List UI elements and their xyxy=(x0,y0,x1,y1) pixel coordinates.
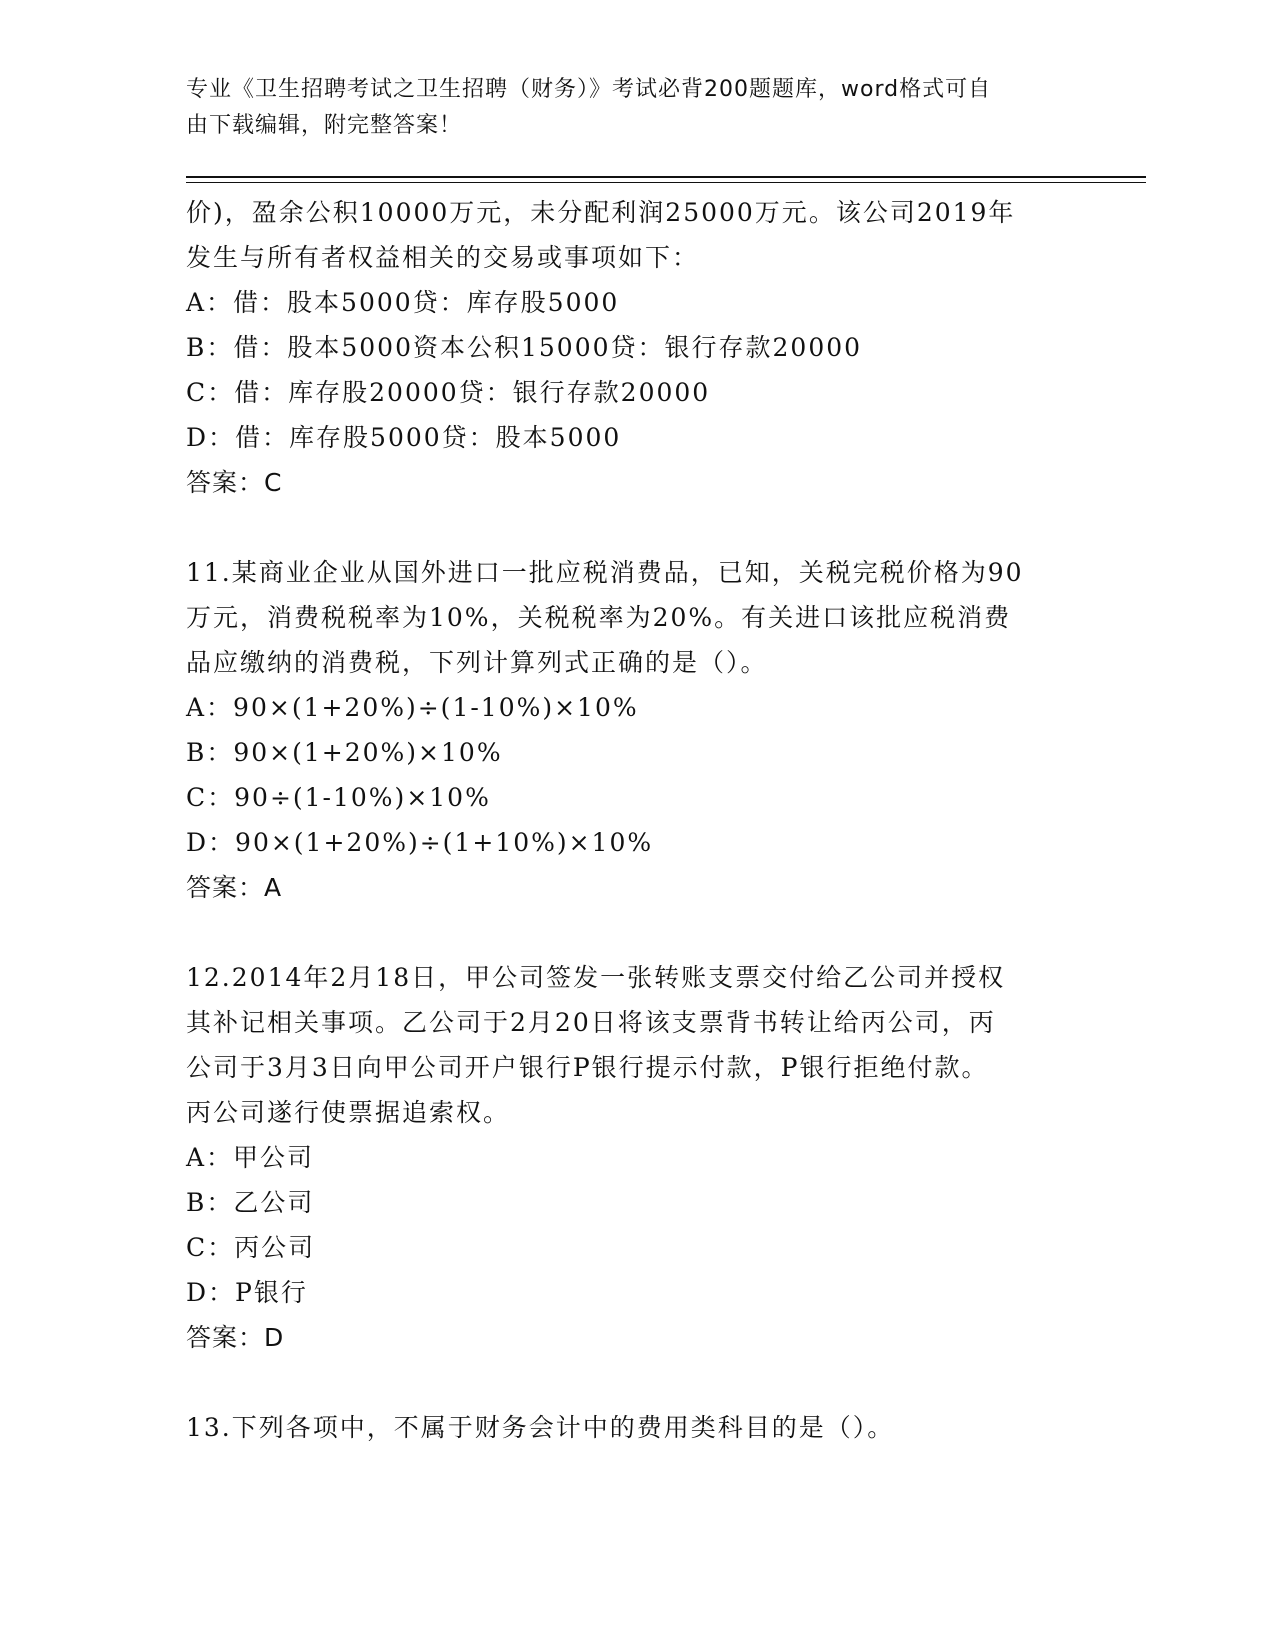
answer: 答案：C xyxy=(186,468,283,497)
question-stem-line: 丙公司遂行使票据追索权。 xyxy=(186,1098,511,1127)
spacer xyxy=(186,505,1086,550)
option-b: B：90×(1+20%)×10% xyxy=(186,738,503,767)
answer: 答案：D xyxy=(186,1323,285,1352)
question-stem-line: 公司于3月3日向甲公司开户银行P银行提示付款，P银行拒绝付款。 xyxy=(186,1053,989,1082)
spacer xyxy=(186,1360,1086,1405)
question-10 xyxy=(186,190,1086,505)
document-header xyxy=(186,72,1066,144)
spacer xyxy=(186,910,1086,955)
option-d: D：P银行 xyxy=(186,1278,308,1307)
answer: 答案：A xyxy=(186,873,283,902)
option-d: D：借：库存股5000贷：股本5000 xyxy=(186,423,622,452)
option-a: A：90×(1+20%)÷(1-10%)×10% xyxy=(186,693,639,722)
question-11 xyxy=(186,550,1086,910)
header-divider-thick xyxy=(186,176,1146,178)
option-a: A：甲公司 xyxy=(186,1143,315,1172)
question-stem-line: 11.某商业企业从国外进口一批应税消费品，已知，关税完税价格为90 xyxy=(186,558,1024,587)
question-stem-line: 12.2014年2月18日，甲公司签发一张转账支票交付给乙公司并授权 xyxy=(186,963,1006,992)
document-body xyxy=(186,190,1086,1450)
option-d: D：90×(1+20%)÷(1+10%)×10% xyxy=(186,828,654,857)
question-stem-line: 发生与所有者权益相关的交易或事项如下： xyxy=(186,243,700,272)
question-stem-line: 13.下列各项中，不属于财务会计中的费用类科目的是（）。 xyxy=(186,1413,895,1442)
question-stem-line: 其补记相关事项。乙公司于2月20日将该支票背书转让给丙公司，丙 xyxy=(186,1008,996,1037)
question-12 xyxy=(186,955,1086,1360)
question-stem-line: 品应缴纳的消费税，下列计算列式正确的是（）。 xyxy=(186,648,768,677)
question-stem-line: 价)，盈余公积10000万元，未分配利润25000万元。该公司2019年 xyxy=(186,198,1016,227)
question-13 xyxy=(186,1405,1086,1450)
option-c: C：丙公司 xyxy=(186,1233,316,1262)
header-divider-thin xyxy=(186,182,1146,183)
question-stem-line: 万元，消费税税率为10%，关税税率为20%。有关进口该批应税消费 xyxy=(186,603,1012,632)
option-c: C：90÷(1-10%)×10% xyxy=(186,783,491,812)
option-b: B：乙公司 xyxy=(186,1188,315,1217)
option-c: C：借：库存股20000贷：银行存款20000 xyxy=(186,378,711,407)
option-a: A：借：股本5000贷：库存股5000 xyxy=(186,288,620,317)
header-title-line-2: 由下载编辑，附完整答案！ xyxy=(186,113,463,138)
header-title-line-1: 专业《卫生招聘考试之卫生招聘（财务）》考试必背200题题库，word格式可自 xyxy=(186,77,992,102)
option-b: B：借：股本5000资本公积15000贷：银行存款20000 xyxy=(186,333,863,362)
